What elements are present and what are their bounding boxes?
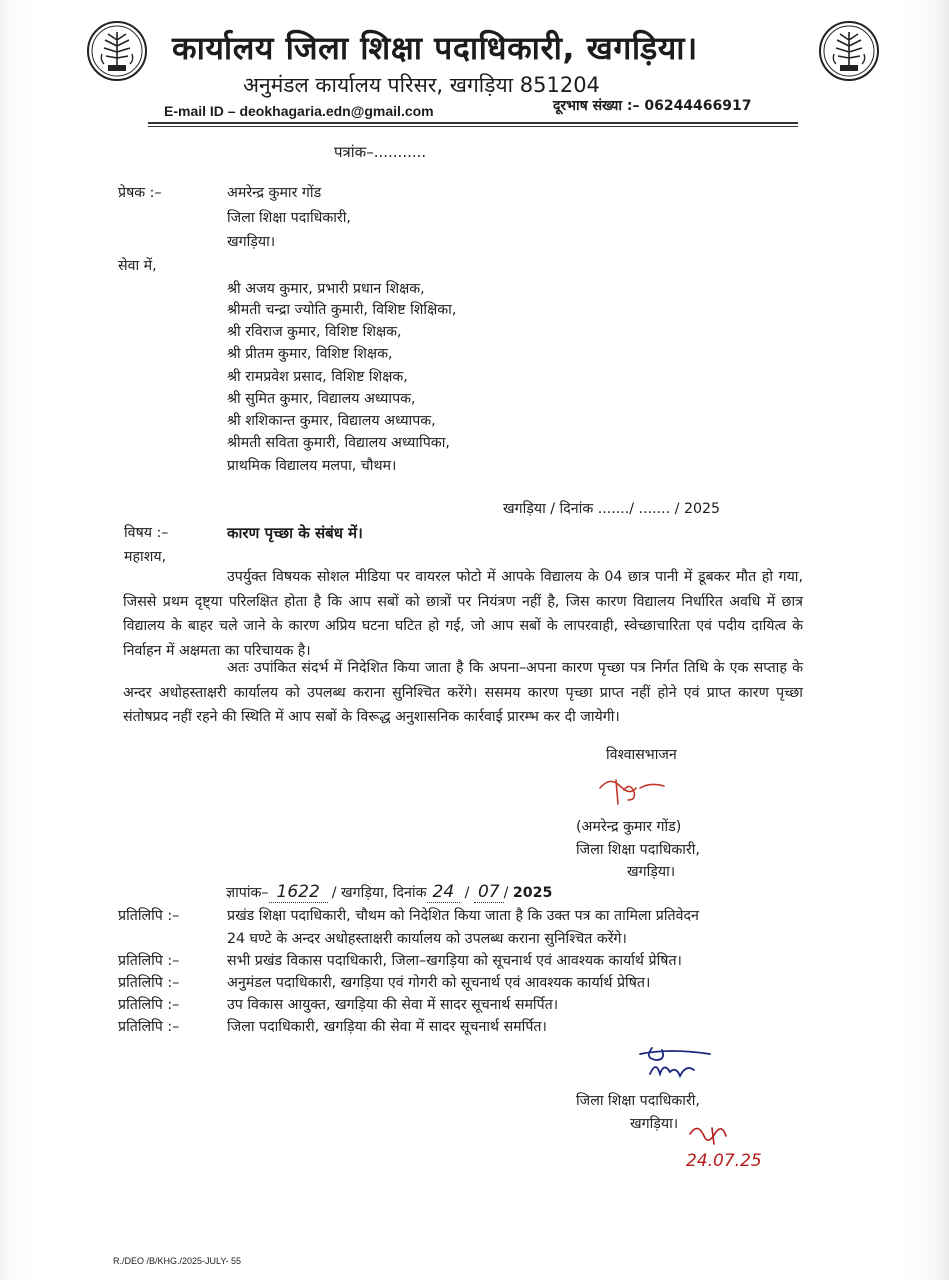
copy-label: प्रतिलिपि :– bbox=[118, 908, 180, 924]
copy-line: प्रखंड शिक्षा पदाधिकारी, चौथम को निदेशित किया जाता है कि उक्त पत्र का तामिला प्रतिवेदन bbox=[227, 908, 699, 924]
bihar-emblem-icon bbox=[818, 20, 880, 82]
memo-prefix: ज्ञापांक– bbox=[226, 885, 269, 901]
officer-signature bbox=[596, 770, 676, 810]
recipient-item: श्री रामप्रवेश प्रसाद, विशिष्ट शिक्षक, bbox=[227, 369, 408, 385]
bottom-sign-place: खगड़िया। bbox=[630, 1116, 679, 1132]
letter-ref-number: पत्रांक–........... bbox=[334, 143, 427, 161]
sender-line: खगड़िया। bbox=[227, 234, 276, 250]
subject-text: कारण पृच्छा के संबंध में। bbox=[227, 524, 363, 542]
signatory-name: (अमरेन्द्र कुमार गोंड) bbox=[576, 819, 682, 835]
sender-line: जिला शिक्षा पदाधिकारी, bbox=[227, 210, 351, 226]
office-title: कार्यालय जिला शिक्षा पदाधिकारी, खगड़िया। bbox=[172, 29, 698, 67]
recipient-item: श्रीमती सविता कुमारी, विद्यालय अध्यापिका, bbox=[227, 435, 450, 451]
body-paragraph-1: उपर्युक्त विषयक सोशल मीडिया पर वायरल फोटो में आपके विद्यालय के 04 छात्र पानी में डूबकर मौत हो गया, जिससे प्रथम दृष्ट्या परिलक्षित होता है कि आप सबों को छात्रों पर नियंत्रण नहीं है, जिस कारण विद्यालय निर्धारित अवधि में छात्र विद्यालय के बाहर चले जाने के कारण अप्रिय घटना घटित हो गई, जो आप सबों के लापरवाही, स्वेच्छाचारिता एवं पदीय दायित्व के निर्वाहन में अक्षमता का परिचायक है। bbox=[123, 569, 803, 659]
recipient-item: श्रीमती चन्द्रा ज्योति कुमारी, विशिष्ट शिक्षिका, bbox=[227, 302, 457, 318]
initials-signature bbox=[682, 1118, 792, 1174]
recipient-item: श्री सुमित कुमार, विद्यालय अध्यापक, bbox=[227, 391, 416, 407]
header-divider bbox=[148, 122, 798, 124]
closing-text: विश्वासभाजन bbox=[606, 747, 677, 763]
letter-date-line: खगड़िया / दिनांक ......./ ....... / 2025 bbox=[503, 501, 721, 517]
sender-line: अमरेन्द्र कुमार गोंड bbox=[227, 185, 322, 201]
copy-line: जिला पदाधिकारी, खगड़िया की सेवा में सादर सूचनार्थ समर्पित। bbox=[227, 1019, 547, 1035]
recipient-item: श्री रविराज कुमार, विशिष्ट शिक्षक, bbox=[227, 324, 402, 340]
copy-line: उप विकास आयुक्त, खगड़िया की सेवा में सादर सूचनार्थ समर्पित। bbox=[227, 997, 559, 1013]
handwritten-date: 24.07.25 bbox=[686, 1151, 762, 1171]
copy-label: प्रतिलिपि :– bbox=[118, 953, 180, 969]
bihar-emblem-icon bbox=[86, 20, 148, 82]
memo-number: 1622 bbox=[269, 882, 328, 903]
subject-label: विषय :– bbox=[124, 525, 169, 541]
copy-line: सभी प्रखंड विकास पदाधिकारी, जिला–खगड़िया को सूचनार्थ एवं आवश्यक कार्यार्थ प्रेषित। bbox=[227, 953, 682, 969]
memo-day: 24 bbox=[427, 882, 461, 903]
bottom-sign-designation: जिला शिक्षा पदाधिकारी, bbox=[576, 1093, 700, 1109]
copy-label: प्रतिलिपि :– bbox=[118, 997, 180, 1013]
office-email: E-mail ID – deokhagaria.edn@gmail.com bbox=[164, 103, 434, 119]
office-phone: दूरभाष संख्या :– 06244466917 bbox=[553, 98, 752, 114]
copy-line: 24 घण्टे के अन्दर अधोहस्ताक्षरी कार्यालय को उपलब्ध कराना सुनिश्चित करेंगे। bbox=[227, 931, 627, 947]
document-code: R./DEO /B/KHG./2025-JULY- 55 bbox=[113, 1256, 242, 1266]
salutation: महाशय, bbox=[124, 549, 167, 565]
copy-label: प्रतिलिपि :– bbox=[118, 975, 180, 991]
bottom-signature bbox=[636, 1040, 726, 1092]
memo-line: ज्ञापांक– 1622 / खगड़िया, दिनांक 24 / 07 / 2025 bbox=[226, 882, 553, 902]
signatory-place: खगड़िया। bbox=[627, 864, 676, 880]
signatory-designation: जिला शिक्षा पदाधिकारी, bbox=[576, 842, 700, 858]
memo-month: 07 bbox=[474, 882, 504, 903]
recipient-item: प्राथमिक विद्यालय मलपा, चौथम। bbox=[227, 458, 397, 474]
memo-mid: / खगड़िया, दिनांक bbox=[331, 885, 427, 901]
sender-label: प्रेषक :– bbox=[118, 185, 162, 201]
recipient-item: श्री शशिकान्त कुमार, विद्यालय अध्यापक, bbox=[227, 413, 436, 429]
header-divider-thin bbox=[148, 126, 798, 127]
recipient-item: श्री अजय कुमार, प्रभारी प्रधान शिक्षक, bbox=[227, 281, 425, 297]
recipient-item: श्री प्रीतम कुमार, विशिष्ट शिक्षक, bbox=[227, 346, 393, 362]
recipient-label: सेवा में, bbox=[118, 258, 157, 274]
copy-label: प्रतिलिपि :– bbox=[118, 1019, 180, 1035]
copy-line: अनुमंडल पदाधिकारी, खगड़िया एवं गोगरी को सूचनार्थ एवं आवश्यक कार्यार्थ प्रेषित। bbox=[227, 975, 651, 991]
office-address: अनुमंडल कार्यालय परिसर, खगड़िया 851204 bbox=[243, 73, 600, 97]
memo-year: 2025 bbox=[512, 885, 553, 901]
body-paragraph-2: अतः उपांकित संदर्भ में निदेशित किया जाता है कि अपना–अपना कारण पृच्छा पत्र निर्गत तिथि के एक सप्ताह के अन्दर अधोहस्ताक्षरी कार्यालय को उपलब्ध कराना सुनिश्चित करेंगे। ससमय कारण पृच्छा प्राप्त नहीं होने एवं प्राप्त कारण पृच्छा संतोषप्रद नहीं रहने की स्थिति में आप सबों के विरूद्ध अनुशासनिक कार्रवाई प्रारम्भ कर दी जायेगी। bbox=[123, 660, 803, 725]
